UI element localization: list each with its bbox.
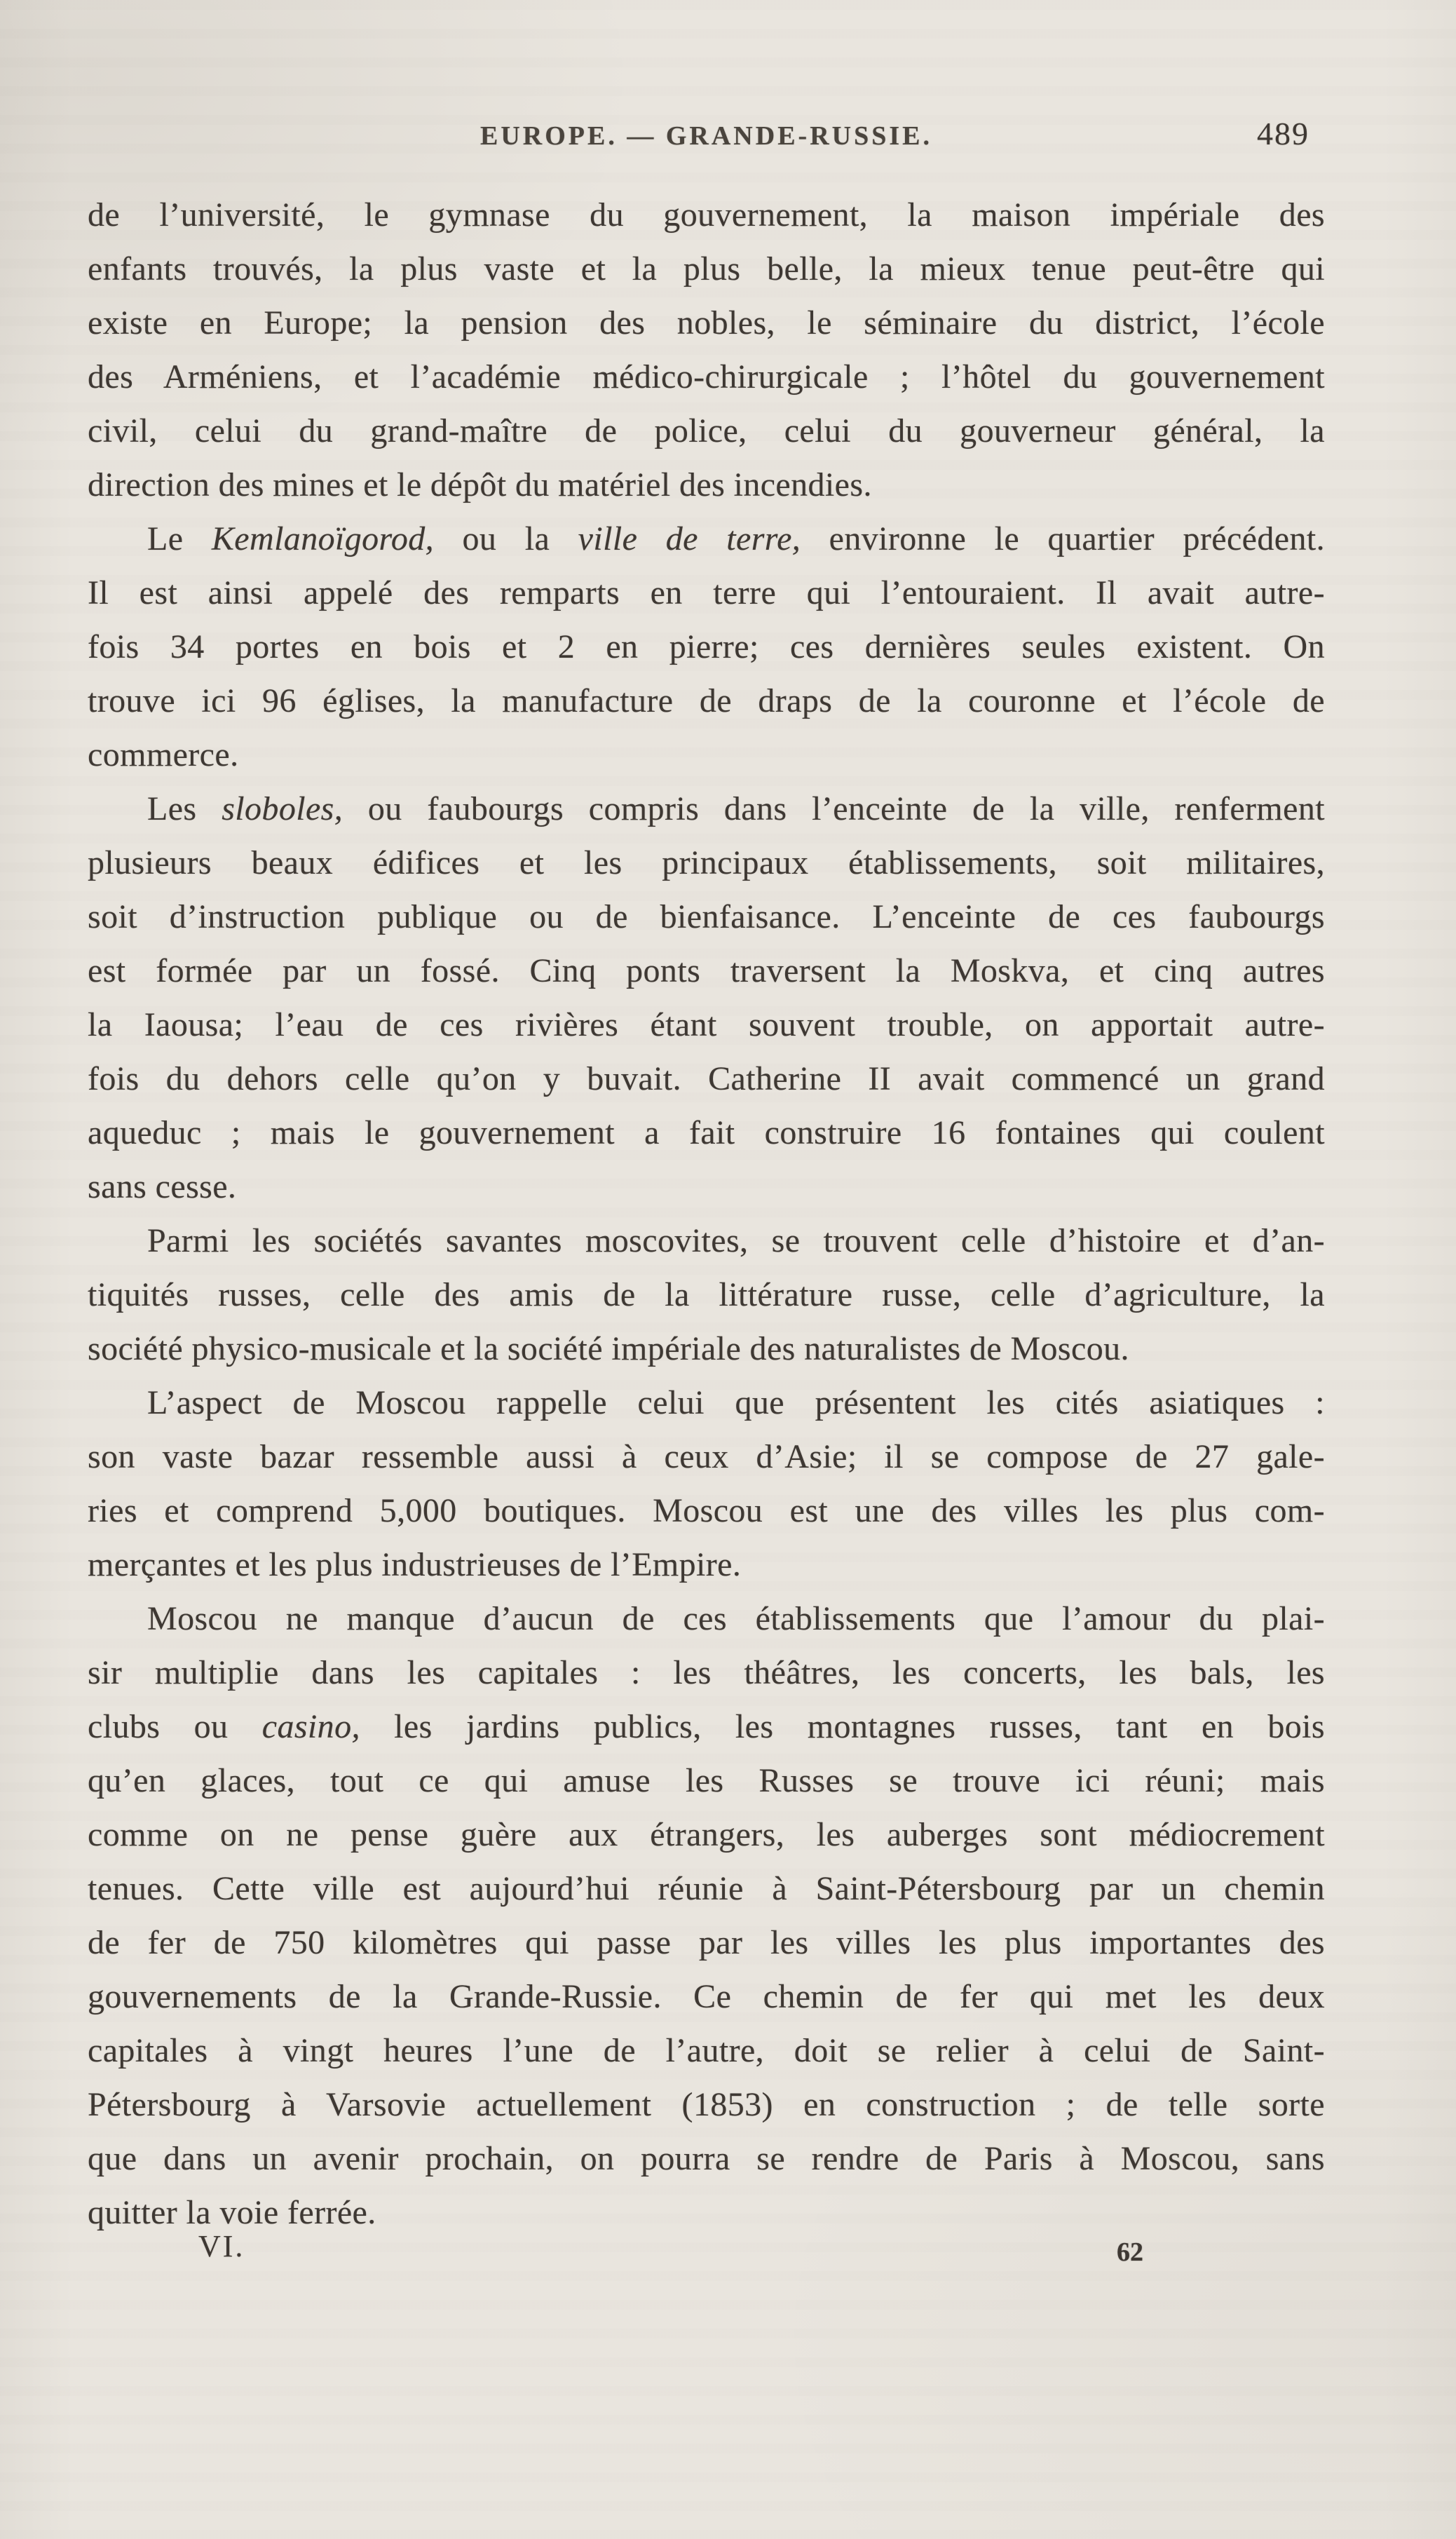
text-line: la Iaousa; l’eau de ces rivières étant souvent trouble, on apportait autre- <box>88 1006 1325 1043</box>
text-line: plusieurs beaux édifices et les principaux établissements, soit militaires, <box>88 844 1325 881</box>
paragraph <box>88 1214 1325 1376</box>
paragraph <box>88 1592 1325 2240</box>
text-line: fois du dehors celle qu’on y buvait. Catherine II avait commencé un grand <box>88 1060 1325 1097</box>
text-line: civil, celui du grand-maître de police, celui du gouverneur général, la <box>88 412 1325 449</box>
text-line: ries et comprend 5,000 boutiques. Moscou est une des villes les plus com- <box>88 1492 1325 1529</box>
text-line: gouvernements de la Grande-Russie. Ce chemin de fer qui met les deux <box>88 1978 1325 2015</box>
text-line: est formée par un fossé. Cinq ponts traversent la Moskva, et cinq autres <box>88 952 1325 989</box>
text-line: fois 34 portes en bois et 2 en pierre; ces dernières seules existent. On <box>88 628 1325 665</box>
paragraph <box>88 1376 1325 1592</box>
text-line: Pétersbourg à Varsovie actuellement (1853) en construction ; de telle sorte <box>88 2086 1325 2123</box>
text-line: Les sloboles, ou faubourgs compris dans l’enceinte de la ville, renferment <box>147 790 1326 827</box>
text-line: que dans un avenir prochain, on pourra se rendre de Paris à Moscou, sans <box>88 2140 1325 2177</box>
text-line: L’aspect de Moscou rappelle celui que présentent les cités asiatiques : <box>147 1384 1325 1421</box>
text-line: tiquités russes, celle des amis de la littérature russe, celle d’agriculture, la <box>88 1276 1325 1313</box>
text-line: quitter la voie ferrée. <box>88 2194 376 2231</box>
paragraph <box>88 188 1325 512</box>
text-line: tenues. Cette ville est aujourd’hui réunie à Saint-Pétersbourg par un chemin <box>88 1870 1325 1907</box>
text-line: comme on ne pense guère aux étrangers, les auberges sont médiocrement <box>88 1816 1325 1853</box>
text-line: soit d’instruction publique ou de bienfaisance. L’enceinte de ces faubourgs <box>88 898 1325 935</box>
text-line: Parmi les sociétés savantes moscovites, se trouvent celle d’histoire et d’an- <box>147 1222 1325 1259</box>
text-line: Moscou ne manque d’aucun de ces établissements que l’amour du plai- <box>147 1600 1325 1637</box>
text-line: commerce. <box>88 736 239 773</box>
page-number: 489 <box>1257 116 1309 151</box>
text-line: de fer de 750 kilomètres qui passe par les villes les plus importantes des <box>88 1924 1325 1961</box>
text-line: clubs ou casino, les jardins publics, les montagnes russes, tant en bois <box>88 1708 1325 1745</box>
text-line: Il est ainsi appelé des remparts en terre qui l’entouraient. Il avait autre- <box>88 574 1325 611</box>
text-line: qu’en glaces, tout ce qui amuse les Russes se trouve ici réuni; mais <box>88 1762 1325 1799</box>
text-line: son vaste bazar ressemble aussi à ceux d’Asie; il se compose de 27 gale- <box>88 1438 1325 1475</box>
text-line: société physico-musicale et la société impériale des naturalistes de Moscou. <box>88 1330 1129 1367</box>
page-header <box>88 116 1325 163</box>
text-line: sans cesse. <box>88 1168 237 1205</box>
text-line: merçantes et les plus industrieuses de l’Empire. <box>88 1546 742 1583</box>
paragraph <box>88 512 1325 782</box>
signature-mark: 62 <box>1117 2237 1143 2267</box>
text-line: des Arméniens, et l’académie médico-chirurgicale ; l’hôtel du gouvernement <box>88 358 1325 395</box>
text-line: de l’université, le gymnase du gouvernement, la maison impériale des <box>88 196 1325 233</box>
text-line: trouve ici 96 églises, la manufacture de draps de la couronne et l’école de <box>88 682 1325 719</box>
text-line: capitales à vingt heures l’une de l’autre, doit se relier à celui de Saint- <box>88 2032 1325 2069</box>
text-line: existe en Europe; la pension des nobles, le séminaire du district, l’école <box>88 304 1325 341</box>
volume-number: VI. <box>198 2229 245 2263</box>
paragraph <box>88 782 1325 1214</box>
text-line: sir multiplie dans les capitales : les théâtres, les concerts, les bals, les <box>88 1654 1325 1691</box>
text-line: enfants trouvés, la plus vaste et la plus belle, la mieux tenue peut-être qui <box>88 250 1325 287</box>
text-line: direction des mines et le dépôt du matériel des incendies. <box>88 466 872 503</box>
text-block <box>88 188 1325 2240</box>
running-title: EUROPE. — GRANDE-RUSSIE. <box>480 121 932 151</box>
text-line: aqueduc ; mais le gouvernement a fait construire 16 fontaines qui coulent <box>88 1114 1325 1151</box>
text-line: Le Kemlanoïgorod, ou la ville de terre, environne le quartier précédent. <box>147 520 1325 557</box>
